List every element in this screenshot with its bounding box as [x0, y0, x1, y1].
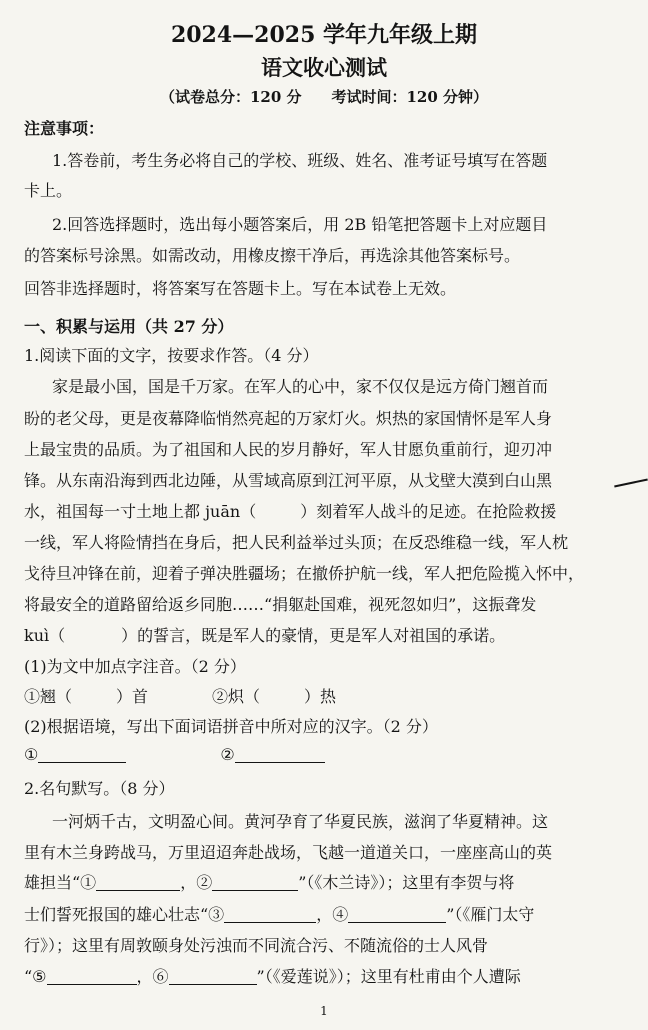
answer-label: ）热 — [304, 687, 337, 706]
question-2-prompt: 2.名句默写。（8 分） — [24, 779, 175, 798]
notice-item-2-cont: 的答案标号涂黑。如需改动，用橡皮擦干净后，再选涂其他答案标号。 — [24, 246, 521, 265]
notice-item-2: 2.回答选择题时，选出每小题答案后，用 2B 铅笔把答题卡上对应题目 — [52, 215, 548, 234]
answer-label: ①翘（ — [24, 687, 73, 706]
passage-text: ，④ — [316, 905, 349, 924]
passage-text: ”（《木兰诗》）；这里有李贺与将 — [298, 873, 515, 892]
answer-label: ）首 — [116, 687, 149, 706]
page-number: 1 — [320, 1004, 328, 1018]
passage-line: 盼的老父母，更是夜幕降临悄然亮起的万家灯火。炽热的家国情怀是军人身 — [24, 409, 553, 428]
question-1-prompt: 1.阅读下面的文字，按要求作答。（4 分） — [24, 346, 319, 365]
recitation-line — [24, 902, 534, 925]
passage-text: ）刻着军人战斗的足迹。在抢险救援 — [300, 502, 557, 521]
answer-blank[interactable] — [235, 746, 325, 763]
passage-line: 里有木兰身跨战马，万里迢迢奔赴战场，飞越一道道关口，一座座高山的英 — [24, 843, 553, 862]
recitation-line — [24, 964, 521, 987]
answer-blank[interactable] — [348, 906, 446, 923]
exam-title: 2024—2025 学年九年级上期 — [170, 22, 478, 48]
passage-line: 上最宝贵的品质。为了祖国和人民的岁月静好，军人甘愿负重前行，迎刃冲 — [24, 440, 553, 459]
notice-item-1-cont: 卡上。 — [24, 181, 73, 200]
passage-line: 戈待旦冲锋在前，迎着子弹决胜疆场；在撤侨护航一线，军人把危险揽入怀中， — [24, 564, 585, 583]
passage-line: 一线，军人将险情挡在身后，把人民利益举过头顶；在反恐维稳一线，军人枕 — [24, 533, 569, 552]
passage-line: 一河炳千古，文明盈心间。黄河孕育了华夏民族，滋润了华夏精神。这 — [52, 812, 549, 831]
answer-blank[interactable] — [224, 906, 316, 923]
passage-text: ，⑥ — [136, 967, 169, 986]
pinyin-answer-row — [24, 684, 336, 707]
passage-text: ）的誓言，既是军人的豪情，更是军人对祖国的承诺。 — [121, 626, 506, 645]
exam-subtitle: 语文收心测试 — [261, 55, 387, 80]
exam-meta: （试卷总分：120 分 考试时间：120 分钟） — [159, 88, 489, 106]
answer-blank[interactable] — [96, 874, 180, 891]
answer-blank[interactable] — [212, 874, 298, 891]
answer-label: ②炽（ — [212, 687, 261, 706]
notice-item-1: 1.答卷前，考生务必将自己的学校、班级、姓名、准考证号填写在答题 — [52, 151, 548, 170]
hanzi-answer-row — [24, 745, 325, 764]
notice-item-2-cont2: 回答非选择题时，将答案写在答题卡上。写在本试卷上无效。 — [24, 279, 457, 298]
passage-line: 家是最小国，国是千万家。在军人的心中，家不仅仅是远方倚门翘首而 — [52, 377, 549, 396]
passage-line — [24, 499, 556, 522]
recitation-line — [24, 870, 514, 893]
passage-text: 雄担当“① — [24, 873, 97, 892]
passage-text: 士们誓死报国的雄心壮志“③ — [24, 905, 225, 924]
answer-blank[interactable] — [47, 968, 137, 985]
passage-text: ，② — [180, 873, 213, 892]
passage-text: ”（《爱莲说》）；这里有杜甫由个人遭际 — [256, 967, 521, 986]
margin-pen-mark — [614, 478, 648, 487]
answer-label: ① — [24, 745, 39, 764]
passage-text: 水，祖国每一寸土地上都 juān（ — [24, 502, 257, 521]
passage-text: ”（《雁门太守 — [446, 905, 535, 924]
answer-label: ② — [220, 745, 235, 764]
passage-text: kuì（ — [24, 626, 66, 645]
notice-heading: 注意事项： — [24, 119, 105, 138]
answer-blank[interactable] — [169, 968, 257, 985]
sub-question-1: (1)为文中加点字注音。（2 分） — [24, 657, 246, 676]
sub-question-2: (2)根据语境，写出下面词语拼音中所对应的汉字。（2 分） — [24, 717, 438, 736]
passage-line: 锋。从东南沿海到西北边陲，从雪域高原到江河平原，从戈壁大漠到白山黑 — [24, 471, 553, 490]
passage-line — [24, 623, 505, 646]
passage-line: 将最安全的道路留给返乡同胞……“捐躯赴国难，视死忽如归”，这振聋发 — [24, 595, 537, 614]
section-1-heading: 一、积累与运用（共 27 分） — [24, 317, 234, 336]
passage-line: 行》）；这里有周敦颐身处污浊而不同流合污、不随流俗的士人风骨 — [24, 936, 489, 955]
answer-blank[interactable] — [38, 746, 126, 763]
passage-text: “⑤ — [24, 967, 47, 986]
